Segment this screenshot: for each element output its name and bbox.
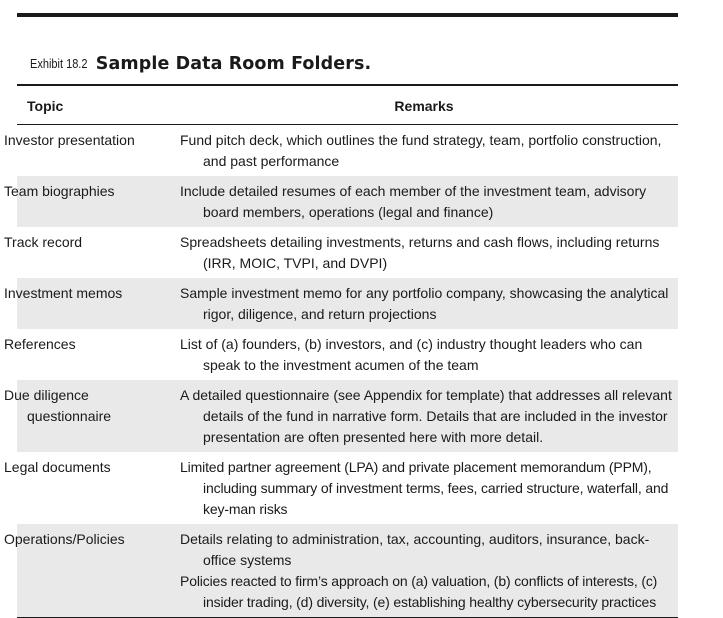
row-remarks: Policies reacted to firm’s approach on (a) valuation, (b) conflicts of interests, (c) insider trading, (d) diversity, (e) establishing healthy cybersecurity practices bbox=[180, 573, 658, 610]
exhibit-label: Exhibit 18.2 bbox=[30, 57, 88, 71]
row-topic: Operations/Policies bbox=[17, 524, 170, 618]
row-topic: References bbox=[4, 336, 76, 352]
row-remarks: Spreadsheets detailing investments, returns and cash flows, including returns (IRR, MOIC, TVPI, and DVPI) bbox=[180, 234, 660, 271]
table-row bbox=[17, 227, 678, 278]
table-header-row bbox=[17, 85, 678, 125]
row-topic: Investment memos bbox=[17, 278, 170, 329]
row-topic: Track record bbox=[4, 234, 83, 250]
table-row bbox=[17, 380, 678, 452]
data-room-table bbox=[4, 84, 678, 618]
row-remarks: A detailed questionnaire (see Appendix for template) that addresses all relevant details of the fund in narrative form. Details that are included in the investor presentation are often presented here with more detail. bbox=[180, 387, 672, 445]
row-topic: Investor presentation bbox=[4, 132, 135, 148]
row-topic: Due diligence questionnaire bbox=[17, 380, 170, 452]
table-row bbox=[17, 125, 678, 177]
table-row bbox=[17, 329, 678, 380]
row-remarks: Sample investment memo for any portfolio company, showcasing the analytical rigor, diligence, and return projections bbox=[180, 285, 669, 322]
row-topic: Legal documents bbox=[4, 459, 111, 475]
header-topic: Topic bbox=[17, 85, 170, 125]
exhibit-caption bbox=[30, 54, 371, 74]
row-remarks: Include detailed resumes of each member of the investment team, advisory board members, operations (legal and finance) bbox=[180, 183, 647, 220]
row-remarks: List of (a) founders, (b) investors, and (c) industry thought leaders who can speak to the investment acumen of the team bbox=[180, 336, 643, 373]
top-rule bbox=[17, 13, 678, 17]
row-remarks: Details relating to administration, tax, accounting, auditors, insurance, back-office systems bbox=[180, 531, 650, 568]
row-remarks: Limited partner agreement (LPA) and private placement memorandum (PPM), including summary of investment terms, fees, carried structure, waterfall, and key-man risks bbox=[180, 459, 669, 517]
table-row bbox=[17, 278, 678, 329]
row-topic: Team biographies bbox=[17, 176, 170, 227]
exhibit-title: Sample Data Room Folders. bbox=[95, 54, 372, 74]
table-row bbox=[17, 452, 678, 524]
table-row bbox=[17, 176, 678, 227]
header-remarks: Remarks bbox=[170, 85, 678, 125]
table-row bbox=[17, 524, 678, 618]
row-remarks: Fund pitch deck, which outlines the fund strategy, team, portfolio construction, and past performance bbox=[180, 132, 662, 169]
